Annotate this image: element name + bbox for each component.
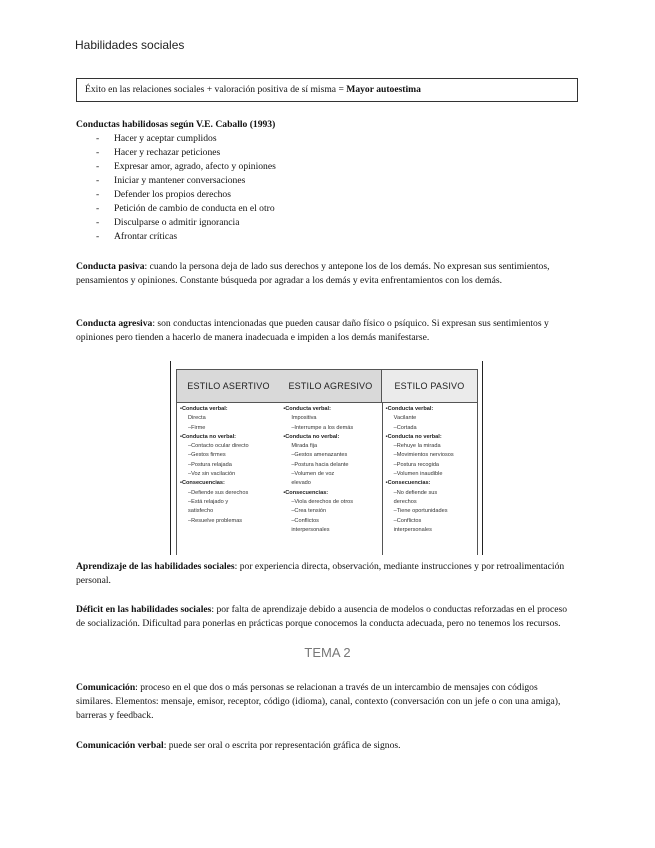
style-line: Directa — [188, 415, 206, 422]
style-line: •Conducta verbal: — [283, 406, 331, 412]
style-line: –Postura hacia delante — [291, 461, 349, 468]
agresiva-text: : son conductas intencionadas que pueden causar daño físico o psíquico. Si expresan sus sentimientos y opiniones pero tienden a hacerlo de manera inadecuada e impiden a los demás manifestarse. — [76, 318, 549, 343]
styles-table-body — [177, 403, 477, 555]
verbal-term: Comunicación verbal — [76, 740, 164, 751]
style-line: Vacilante — [393, 415, 417, 422]
summary-box — [76, 78, 578, 102]
header-pasivo: ESTILO PASIVO — [381, 370, 477, 402]
style-line: –Rehuye la mirada — [393, 443, 441, 450]
skill-item-label: Defender los propios derechos — [114, 189, 231, 200]
skill-item-label: Expresar amor, agrado, afecto y opiniones — [114, 161, 276, 172]
style-line: –Volumen inaudible — [393, 471, 443, 478]
style-line: –Contacto ocular directo — [188, 443, 249, 450]
agresiva-term: Conducta agresiva — [76, 318, 153, 329]
comunicacion-text: : proceso en el que dos o más personas se relacionan a través de un intercambio de mensajes con códigos similares. Elementos: mensaje, emisor, receptor, código (idioma), canal, contexto (conversación con un jefe o con una amiga), barreras y feedback. — [76, 682, 561, 721]
column-agresivo — [280, 403, 381, 555]
verbal-text: : puede ser oral o escrita por representación gráfica de signos. — [163, 740, 401, 751]
comunicacion-term: Comunicación — [76, 682, 136, 693]
style-line: –Firme — [188, 424, 206, 431]
style-line: –Gestos amenazantes — [291, 452, 348, 459]
style-line: –Resuelve problemas — [188, 517, 243, 524]
style-line: elevado — [291, 480, 311, 487]
paragraph-pasiva — [76, 260, 576, 288]
skill-item — [76, 202, 576, 216]
style-line: derechos — [393, 498, 417, 505]
style-line: –Defiende sus derechos — [188, 489, 249, 496]
paragraph-deficit — [76, 603, 576, 631]
style-line: •Conducta no verbal: — [180, 433, 237, 440]
style-line: Impositiva — [291, 415, 317, 422]
style-line: satisfecho — [188, 508, 214, 515]
dash-bullet: - — [96, 147, 100, 158]
skill-item-label: Hacer y aceptar cumplidos — [114, 133, 217, 144]
header-asertivo: ESTILO ASERTIVO — [187, 381, 270, 391]
skill-item — [76, 174, 576, 188]
style-line: Mirada fija — [291, 443, 318, 450]
style-line: –No defiende sus — [393, 489, 438, 496]
skill-item-label: Afrontar críticas — [114, 231, 178, 242]
style-line: interpersonales — [291, 526, 330, 533]
aprendizaje-text: : por experiencia directa, observación, mediante instrucciones y por retroalimentación personal. — [76, 561, 565, 586]
style-line: –Postura recogida — [393, 461, 440, 468]
style-line: •Conducta verbal: — [385, 406, 434, 412]
column-asertivo — [177, 403, 280, 555]
style-line: –Cortada — [393, 424, 417, 431]
style-line: –Volumen de voz — [291, 471, 335, 478]
style-line: –Conflictos — [291, 517, 319, 524]
page-header: Habilidades sociales — [75, 38, 185, 52]
style-line: –Está relajado y — [188, 498, 229, 505]
deficit-text: : por falta de aprendizaje debido a ausencia de modelos o conductas reforzadas en el proceso de socialización. Dificultad para ponerlas en prácticas porque conocemos la conducta adecuada, pero no tenemos los recursos. — [76, 604, 568, 629]
style-line: –Crea tensión — [291, 508, 327, 515]
dash-bullet: - — [96, 217, 100, 228]
aprendizaje-term: Aprendizaje de las habilidades sociales — [76, 561, 235, 572]
column-pasivo — [382, 403, 477, 555]
section-title: TEMA 2 — [304, 645, 351, 660]
style-line: –Movimientos nerviosos — [393, 452, 454, 459]
style-line: –Voz sin vacilación — [188, 471, 236, 478]
style-line: •Conducta verbal: — [180, 406, 228, 412]
pasiva-term: Conducta pasiva — [76, 261, 145, 272]
dash-bullet: - — [96, 175, 100, 186]
style-line: –Gestos firmes — [188, 452, 226, 459]
skill-item — [76, 188, 576, 202]
paragraph-verbal — [76, 739, 576, 753]
style-line: –Conflictos — [393, 517, 422, 524]
skill-item-label: Petición de cambio de conducta en el otro — [114, 203, 275, 214]
skill-item-label: Disculparse o admitir ignorancia — [114, 217, 240, 228]
style-line: •Conducta no verbal: — [385, 433, 442, 440]
summary-text: Éxito en las relaciones sociales + valoración positiva de sí misma = — [85, 84, 347, 95]
style-line: •Consecuencias: — [385, 480, 431, 487]
paragraph-comunicacion — [76, 681, 576, 723]
skill-item-label: Iniciar y mantener conversaciones — [114, 175, 246, 186]
paragraph-aprendizaje — [76, 560, 576, 588]
skill-item-label: Hacer y rechazar peticiones — [114, 147, 221, 158]
deficit-term: Déficit en las habilidades sociales — [76, 604, 212, 615]
styles-table-header — [177, 370, 477, 403]
dash-bullet: - — [96, 161, 100, 172]
style-line: •Consecuencias: — [283, 489, 329, 496]
dash-bullet: - — [96, 189, 100, 200]
paragraph-agresiva — [76, 317, 576, 345]
style-line: •Conducta no verbal: — [283, 433, 340, 440]
style-line: •Consecuencias: — [180, 480, 225, 487]
header-agresivo: ESTILO AGRESIVO — [288, 381, 373, 391]
skills-list — [76, 132, 576, 244]
styles-figure — [170, 361, 483, 555]
dash-bullet: - — [96, 133, 100, 144]
dash-bullet: - — [96, 203, 100, 214]
dash-bullet: - — [96, 231, 100, 242]
style-line: –Interrumpe a los demás — [291, 424, 354, 431]
pasiva-text: : cuando la persona deja de lado sus derechos y antepone los de los demás. No expresan sus sentimientos, pensamientos y opiniones. Constante búsqueda por agradar a los demás y evita enfrentamientos con los demás. — [76, 261, 550, 286]
style-line: –Tiene oportunidades — [393, 508, 448, 515]
skill-item — [76, 216, 576, 230]
skill-item — [76, 132, 576, 146]
skill-item — [76, 146, 576, 160]
styles-table — [176, 369, 478, 555]
skill-item — [76, 160, 576, 174]
skills-section — [76, 118, 576, 244]
skill-item — [76, 230, 576, 244]
style-line: interpersonales — [393, 526, 432, 533]
style-line: –Viola derechos de otros — [291, 498, 354, 505]
summary-bold: Mayor autoestima — [346, 84, 421, 95]
skills-heading: Conductas habilidosas según V.E. Caballo (1993) — [76, 119, 276, 130]
style-line: –Postura relajada — [188, 461, 232, 468]
